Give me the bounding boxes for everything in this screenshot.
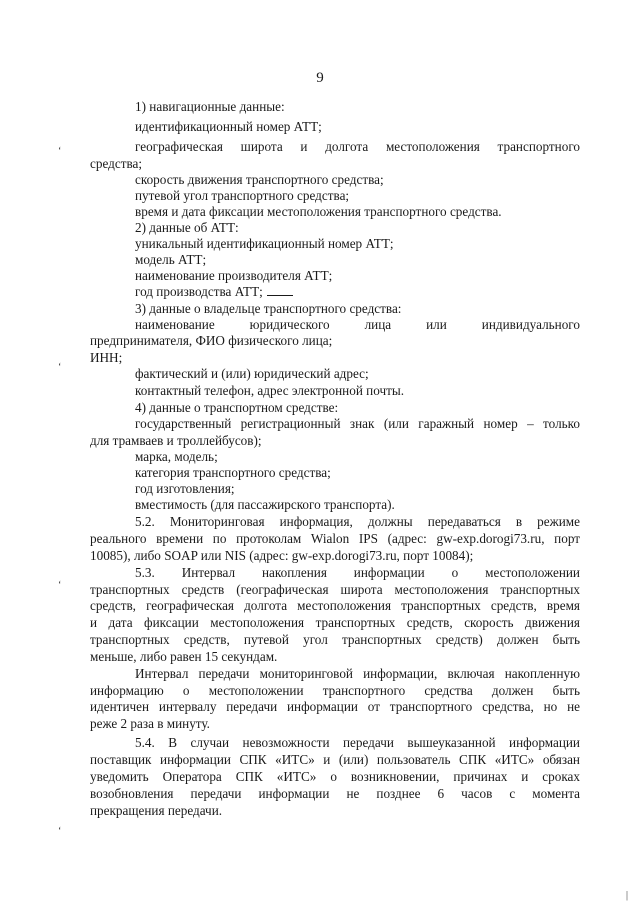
list-item: путевой угол транспортного средства; xyxy=(135,188,350,203)
paragraph-5-4-line: возобновления передачи информации не позднее 6 часов с момента xyxy=(90,786,580,801)
list-item: фактический и (или) юридический адрес; xyxy=(135,366,369,381)
scan-mark: ‘ xyxy=(58,362,62,373)
paragraph-5-3-line: средств, географическая долгота местоположения транспортных средств, время xyxy=(90,598,580,613)
scan-mark: ‘ xyxy=(58,146,62,157)
list-item: географическая широта и долгота местоположения транспортного xyxy=(135,139,580,154)
list-item: скорость движения транспортного средства; xyxy=(135,172,384,187)
paragraph-5-3-line: и дата фиксации местоположения транспортных средств, скорость движения xyxy=(90,615,580,630)
paragraph-5-4-line: поставщик информации СПК «ИТС» и (или) пользователь СПК «ИТС» обязан xyxy=(90,752,580,767)
paragraph-5-4-line: уведомить Оператора СПК «ИТС» о возникновении, причинах и сроках xyxy=(90,769,580,784)
list-item: ИНН; xyxy=(90,350,123,365)
list-item: уникальный идентификационный номер АТТ; xyxy=(135,236,394,251)
list-item: для трамваев и троллейбусов); xyxy=(90,433,262,448)
list-item: модель АТТ; xyxy=(135,252,207,267)
list-item: вместимость (для пассажирского транспорта). xyxy=(135,497,395,512)
list-heading: 2) данные об АТТ: xyxy=(135,220,239,235)
paragraph-5-2-line: 5.2. Мониторинговая информация, должны передаваться в режиме xyxy=(135,514,580,529)
paragraph-5-3-line: транспортных средств, путевой угол транспортных средств) должен быть xyxy=(90,632,580,647)
paragraph-5-4-line: прекращения передачи. xyxy=(90,803,223,818)
list-item: категория транспортного средства; xyxy=(135,465,331,480)
list-item: идентификационный номер АТТ; xyxy=(135,119,322,134)
list-item: государственный регистрационный знак (или гаражный номер – только xyxy=(135,416,580,431)
paragraph-5-3-line: меньше, либо равен 15 секундам. xyxy=(90,649,278,664)
scan-mark: ‘ xyxy=(58,826,62,837)
page-number: 9 xyxy=(316,70,324,86)
list-item: наименование юридического лица или индивидуального xyxy=(135,317,580,332)
list-item xyxy=(135,284,293,300)
scan-mark: ‘ xyxy=(58,580,62,591)
list-item: контактный телефон, адрес электронной почты. xyxy=(135,383,405,398)
paragraph-interval-line: Интервал передачи мониторинговой информации, включая накопленную xyxy=(135,666,580,681)
list-item: предпринимателя, ФИО физического лица; xyxy=(90,333,333,348)
list-heading: 1) навигационные данные: xyxy=(135,99,285,114)
paragraph-5-4-line: 5.4. В случаи невозможности передачи вышеуказанной информации xyxy=(135,735,580,750)
list-item: год изготовления; xyxy=(135,481,235,496)
paragraph-5-2-line: реального времени по протоколам Wialon IPS (адрес: gw-exp.dorogi73.ru, порт xyxy=(90,531,580,546)
list-item: средства; xyxy=(90,156,143,171)
paragraph-5-3-line: транспортных средств (географическая широта местоположения транспортных xyxy=(90,582,580,597)
list-item: марка, модель; xyxy=(135,449,218,464)
paragraph-interval-line: реже 2 раза в минуту. xyxy=(90,716,210,731)
list-item: время и дата фиксации местоположения транспортного средства. xyxy=(135,204,502,219)
paragraph-interval-line: идентичен интервалу передачи информации от транспортного средства, но не xyxy=(90,699,580,714)
list-item: наименование производителя АТТ; xyxy=(135,268,333,283)
scan-mark: | xyxy=(626,890,629,901)
list-item-text: год производства АТТ; xyxy=(135,284,263,299)
fill-in-underline xyxy=(267,295,293,296)
paragraph-5-3-line: 5.3. Интервал накопления информации о местоположении xyxy=(135,565,580,580)
list-heading: 3) данные о владельце транспортного средства: xyxy=(135,301,402,316)
paragraph-interval-line: информацию о местоположении транспортного средства должен быть xyxy=(90,683,580,698)
paragraph-5-2-line: 10085), либо SOAP или NIS (адрес: gw-exp.dorogi73.ru, порт 10084); xyxy=(90,548,474,563)
list-heading: 4) данные о транспортном средстве: xyxy=(135,400,339,415)
